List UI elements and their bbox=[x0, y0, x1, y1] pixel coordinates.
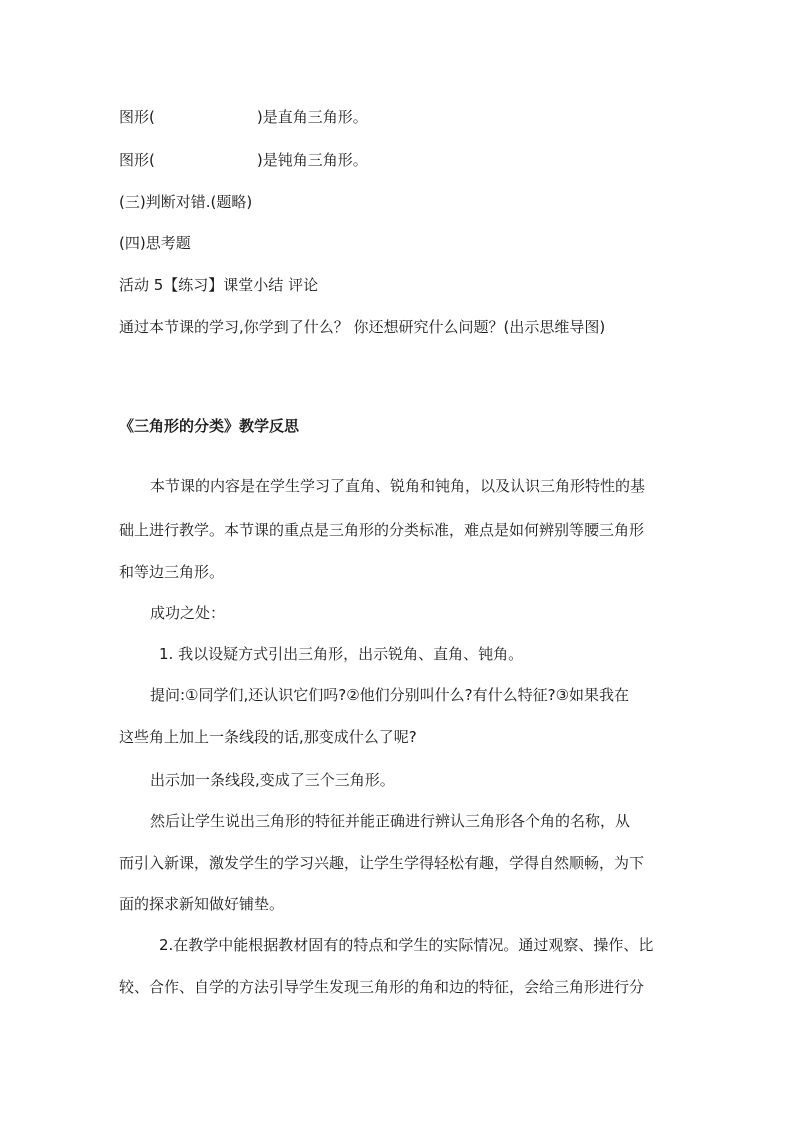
reflection-title: 《三角形的分类》教学反思 bbox=[119, 417, 300, 435]
para1-line3: 和等边三角形。 bbox=[119, 563, 225, 581]
para2-line1: 然后让学生说出三角形的特征并能正确进行辨认三角形各个角的名称，从 bbox=[150, 812, 631, 830]
fill-blank-suffix: )是直角三角形。 bbox=[256, 108, 368, 126]
think-heading: (四)思考题 bbox=[119, 234, 191, 252]
summary-question: 通过本节课的学习,你学到了什么？ 你还想研究什么问题？(出示思维导图) bbox=[119, 318, 606, 336]
fill-blank-obtuse-triangle bbox=[119, 150, 368, 170]
para2-line3: 面的探求新知做好铺垫。 bbox=[119, 895, 285, 913]
fill-blank-right-triangle bbox=[119, 107, 368, 127]
list-item-2-line1: 2.在教学中能根据教材固有的特点和学生的实际情况。通过观察、操作、比 bbox=[159, 936, 654, 954]
success-heading: 成功之处： bbox=[150, 604, 226, 622]
activity-heading: 活动 5【练习】课堂小结 评论 bbox=[119, 276, 319, 294]
para2-line2: 而引入新课，激发学生的学习兴趣，让学生学得轻松有趣，学得自然顺畅，为下 bbox=[119, 854, 645, 872]
judge-heading: (三)判断对错.(题略) bbox=[119, 193, 253, 211]
list-item-2-line2: 较、合作、自学的方法引导学生发现三角形的角和边的特征，会给三角形进行分 bbox=[119, 978, 645, 996]
para1-line1: 本节课的内容是在学生学习了直角、锐角和钝角，以及认识三角形特性的基 bbox=[150, 477, 646, 495]
para1-line2: 础上进行教学。本节课的重点是三角形的分类标准，难点是如何辨别等腰三角形 bbox=[119, 521, 645, 539]
fill-blank-prefix: 图形( bbox=[119, 108, 155, 126]
fill-blank-suffix: )是钝角三角形。 bbox=[256, 151, 368, 169]
list-item-1: 1. 我以设疑方式引出三角形，出示锐角、直角、钝角。 bbox=[159, 645, 524, 663]
question-line2: 这些角上加上一条线段的话,那变成什么了呢? bbox=[119, 728, 417, 746]
show-line: 出示加一条线段,变成了三个三角形。 bbox=[150, 771, 395, 789]
question-line1: 提问:①同学们,还认识它们吗?②他们分别叫什么?有什么特征?③如果我在 bbox=[150, 686, 630, 704]
fill-blank-prefix: 图形( bbox=[119, 151, 155, 169]
